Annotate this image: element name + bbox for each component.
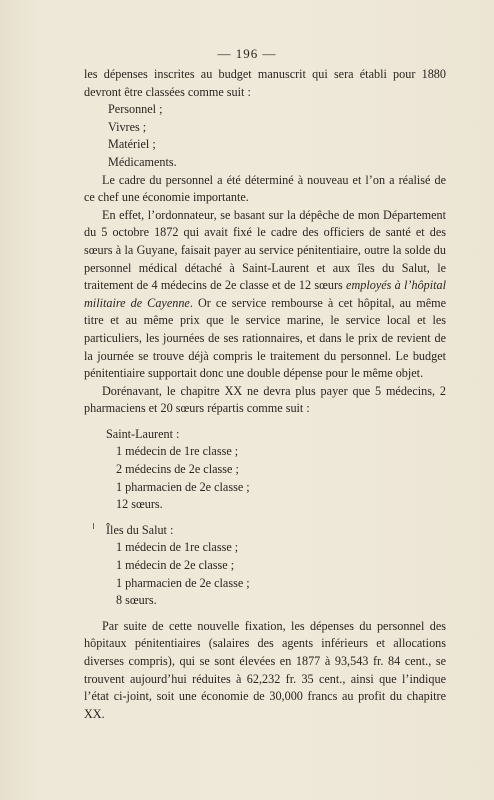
- list-item: Matériel ;: [108, 137, 156, 152]
- paragraph: Dorénavant, le chapitre XX ne devra plus payer que 5 médecins, 2 pharmaciens et 20 sœurs répartis comme suit :: [84, 383, 446, 416]
- list-item: 1 médecin de 1re classe ;: [116, 540, 239, 555]
- staff-list-saint-laurent: [106, 426, 446, 514]
- list-heading: Saint-Laurent :: [106, 426, 180, 441]
- page-body: [84, 66, 446, 723]
- list-heading: Îles du Salut :: [106, 522, 174, 537]
- paragraph: Le cadre du personnel a été déterminé à nouveau et l’on a réalisé de ce chef une économie importante.: [84, 172, 446, 205]
- list-item: Vivres ;: [108, 119, 147, 134]
- list-item: 8 sœurs.: [116, 593, 157, 608]
- list-item: Médicaments.: [108, 154, 177, 169]
- list-item: 1 médecin de 1re classe ;: [116, 444, 239, 459]
- list-item: 12 sœurs.: [116, 497, 163, 512]
- margin-mark: [93, 523, 94, 529]
- list-item: 1 pharmacien de 2e classe ;: [116, 479, 250, 494]
- paragraph-intro: les dépenses inscrites au budget manuscrit qui sera établi pour 1880 devront être classées comme suit :: [84, 67, 446, 99]
- staff-list-iles-du-salut: [106, 522, 446, 610]
- list-item: Personnel ;: [108, 102, 163, 117]
- page-number: — 196 —: [217, 46, 277, 61]
- paragraph: Par suite de cette nouvelle fixation, les dépenses du personnel des hôpitaux pénitentiaires (salaires des agents inférieurs et allocations diverses compris), qui se sont élevées en 1877 à 93,543 fr. 84 cent., se trouvent aujourd’hui réduites à 62,232 fr. 35 cent., ainsi que l’indique l’état ci-joint, soit une économie de 30,000 francs au profit du chapitre XX.: [84, 618, 446, 721]
- list-item: 1 médecin de 2e classe ;: [116, 558, 235, 573]
- list-item: 2 médecins de 2e classe ;: [116, 462, 239, 477]
- list-item: 1 pharmacien de 2e classe ;: [116, 575, 250, 590]
- paragraph: En effet, l’ordonnateur, se basant sur la dépêche de mon Département du 5 octobre 1872 qui avait fixé le cadre des officiers de santé et des sœurs à la Guyane, faisait payer au service pénitentiaire, outre la solde du personnel médical détaché à Saint-Laurent et aux îles du Salut, le traitement de 4 médecins de 2e classe et de 12 sœurs employés à l’hôpital militaire de Cayenne. Or ce service rembourse à cet hôpital, au même titre et au même prix que le service marine, le service local et les particuliers, les journées de ses rationnaires, et dans le prix de revient de la journée se trouve déjà compris le traitement du personnel. Le budget pénitentiaire supportait donc une double dépense pour le même objet.: [84, 207, 447, 381]
